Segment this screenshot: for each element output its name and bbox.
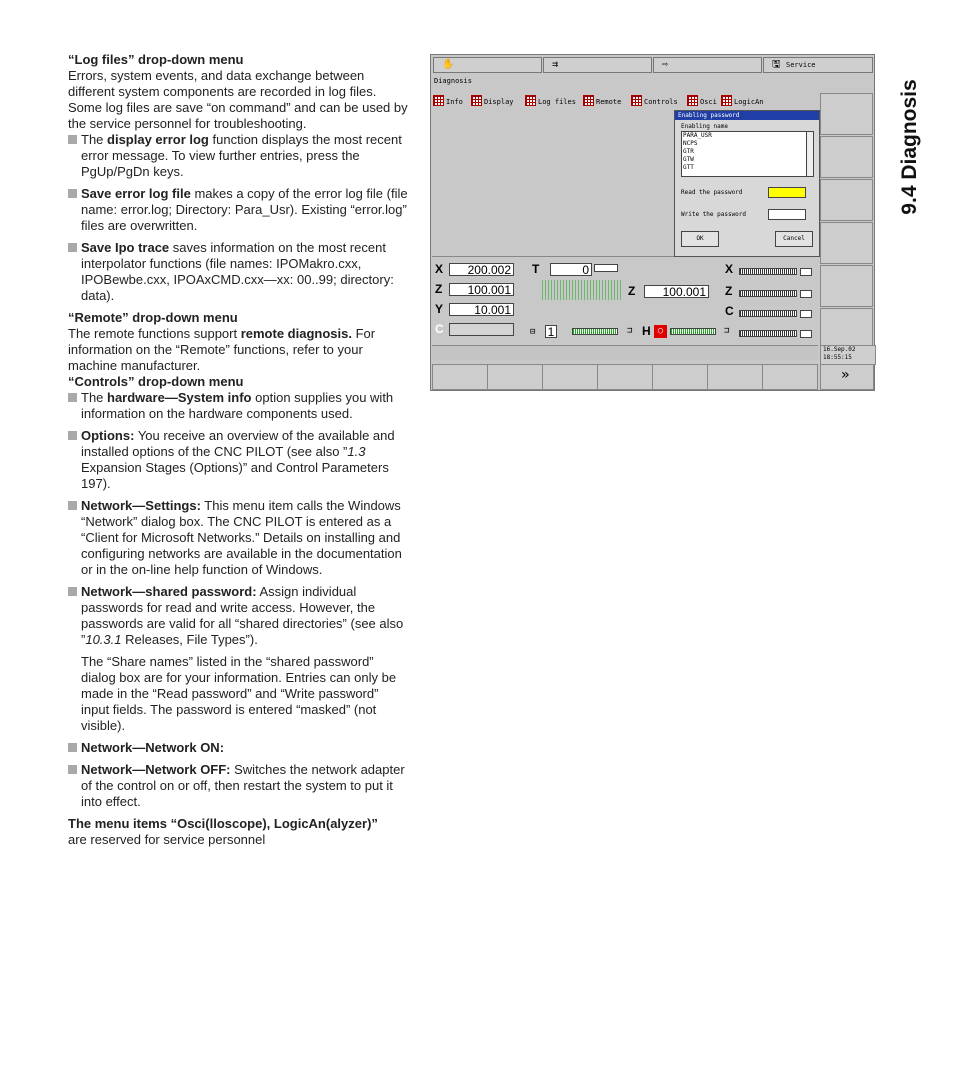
spindle-z-label: Z — [725, 284, 733, 298]
list-item: Network—Network OFF: Switches the network adapter of the control on or off, then restart the system to put it into effect. — [68, 762, 410, 810]
mode-tab-service[interactable]: 🖫 Service — [763, 57, 873, 73]
log-files-intro: Errors, system events, and data exchange between different system components are recorded in log files. Some log files are save “on command” and can be used by the service personnel for troubleshooting. — [68, 68, 408, 131]
axis-y-label: Y — [435, 302, 444, 316]
tool-t-label: T — [532, 262, 540, 276]
mode-tab-automatic[interactable] — [543, 57, 652, 73]
axis-z-label: Z — [435, 282, 443, 296]
vertical-softkeys — [820, 93, 873, 351]
load-bar — [739, 330, 797, 337]
list-scrollbar[interactable] — [806, 132, 813, 176]
remote-heading: “Remote” drop-down menu — [68, 310, 238, 325]
date: 16.Sep.02 — [823, 346, 856, 353]
double-chevron-right-icon: » — [841, 367, 850, 383]
menu-item-info[interactable]: Info — [433, 95, 463, 106]
load-percent — [800, 310, 812, 318]
stop-icon[interactable]: ○ — [654, 325, 667, 338]
spindle-icon: ⊐ — [627, 326, 633, 336]
menu-item-controls[interactable]: Controls — [631, 95, 678, 106]
menu-item-remote[interactable]: Remote — [583, 95, 621, 106]
softkey-more[interactable] — [820, 364, 874, 390]
softkey-h4[interactable] — [597, 364, 653, 390]
list-item[interactable]: GTT — [683, 164, 694, 171]
date-time — [820, 345, 876, 365]
softkey-h2[interactable] — [487, 364, 543, 390]
spindle-c-label: C — [725, 304, 734, 318]
hand-icon: ✋ — [442, 59, 455, 70]
list-item: The hardware—System info option supplies you with information on the hardware components used. — [68, 390, 410, 422]
load-bar — [739, 268, 797, 275]
ok-button[interactable]: OK — [681, 231, 719, 247]
list-item[interactable]: GTW — [683, 156, 694, 163]
softkey-v6[interactable] — [820, 308, 873, 350]
load-percent — [800, 268, 812, 276]
bullet-square-icon — [68, 765, 77, 774]
softkey-h1[interactable] — [432, 364, 488, 390]
softkey-v1[interactable] — [820, 93, 873, 135]
menu-grid-icon — [687, 95, 698, 106]
list-item: Network—Settings: This menu item calls the Windows “Network” dialog box. The CNC PILOT is entered as a “Client for Microsoft Networks.” Details on installing and configuring networks are available in the documentation or in the on-line help function of Windows. — [68, 498, 410, 578]
menu-grid-icon — [525, 95, 536, 106]
read-password-input[interactable] — [768, 187, 806, 198]
list-item: Network—shared password: Assign individual passwords for read and write access. However, the passwords are valid for all “shared directories” (see also ”10.3.1 Releases, File Types”). — [68, 584, 410, 648]
bullet-square-icon — [68, 135, 77, 144]
program-arrow-icon: ⇉ — [552, 59, 559, 70]
spindle-x-label: X — [725, 262, 734, 276]
axis-z-value: 100.001 — [449, 283, 514, 296]
spindle-bar — [670, 328, 716, 335]
list-item[interactable]: NCPS — [683, 140, 698, 147]
cancel-button[interactable]: Cancel — [775, 231, 813, 247]
list-item-para: The “Share names” listed in the “shared password” dialog box are for your information. Entries can only be made in the “Read password” and “Write password” input fields. The password is entered “masked” (not visible). — [81, 654, 397, 733]
app-title: Diagnosis — [434, 77, 472, 85]
dialog-title: Enabling password — [675, 111, 819, 120]
mode-tabs — [431, 55, 874, 73]
tool-info-graphic — [542, 280, 622, 300]
tool-t-value: 0 — [550, 263, 592, 276]
section-title: 9.4 Diagnosis — [898, 79, 921, 215]
horizontal-softkeys — [431, 364, 874, 390]
list-item: Options: You receive an overview of the available and installed options of the CNC PILOT (see also ”1.3 Expansion Stages (Options)” and Control Parameters 197). — [68, 428, 410, 492]
mode-tab-simulation[interactable] — [653, 57, 762, 73]
log-files-heading: “Log files” drop-down menu — [68, 52, 244, 67]
read-password-label: Read the password — [681, 189, 743, 196]
menu-grid-icon — [471, 95, 482, 106]
remote-text: The remote functions support remote diagnosis. For information on the “Remote” functions, refer to your machine manufacturer. — [68, 326, 376, 373]
bullet-square-icon — [68, 189, 77, 198]
axis-y-value: 10.001 — [449, 303, 514, 316]
softkey-v2[interactable] — [820, 136, 873, 178]
mode-tab-manual[interactable] — [433, 57, 542, 73]
spindle2-icon: ⊐ — [724, 326, 730, 336]
menu-grid-icon — [721, 95, 732, 106]
text-column — [68, 52, 410, 848]
bullet-square-icon — [68, 743, 77, 752]
enabling-name-label: Enabling name — [681, 123, 728, 130]
list-item: Save Ipo trace saves information on the most recent interpolator functions (file names: IPOMakro.cxx, IPOBewbe.cxx, IPOAxCMD.cxx—xx: 00..99; directory: data). — [68, 240, 410, 304]
bullet-square-icon — [68, 431, 77, 440]
softkey-v3[interactable] — [820, 179, 873, 221]
menu-bar — [431, 93, 819, 107]
axis-z2-value: 100.001 — [644, 285, 709, 298]
tool-number: 1 — [545, 325, 557, 338]
closing-bold: The menu items “Osci(lloscope), LogicAn(alyzer)” — [68, 816, 378, 831]
menu-item-osci[interactable]: Osci — [687, 95, 717, 106]
softkey-v4[interactable] — [820, 222, 873, 264]
axis-c-value — [449, 323, 514, 336]
controls-heading: “Controls” drop-down menu — [68, 374, 244, 389]
enter-arrow-icon: ⇨ — [662, 59, 669, 70]
softkey-h6[interactable] — [707, 364, 763, 390]
menu-grid-icon — [631, 95, 642, 106]
bullet-square-icon — [68, 501, 77, 510]
list-item: Save error log file makes a copy of the error log file (file name: error.log; Directory: Para_Usr). Existing “error.log” files are overwritten. — [68, 186, 410, 234]
time: 18:55:15 — [823, 354, 852, 361]
machine-display — [432, 258, 818, 344]
bullet-square-icon — [68, 393, 77, 402]
bullet-square-icon — [68, 243, 77, 252]
bullet-square-icon — [68, 587, 77, 596]
menu-grid-icon — [583, 95, 594, 106]
feed-bar — [572, 328, 618, 335]
write-password-input[interactable] — [768, 209, 806, 220]
load-percent — [800, 290, 812, 298]
list-item[interactable]: PARA_USR — [683, 132, 712, 139]
menu-item-logican[interactable]: LogicAn — [721, 95, 764, 106]
menu-item-display[interactable]: Display — [471, 95, 514, 106]
enabling-password-dialog — [674, 110, 820, 257]
list-item[interactable]: GTR — [683, 148, 694, 155]
spindle-h-label: H — [642, 324, 651, 338]
axis-z2-label: Z — [628, 284, 636, 298]
status-bar — [432, 345, 818, 360]
softkey-h5[interactable] — [652, 364, 708, 390]
tool-offset-box — [594, 264, 618, 272]
axis-x-value: 200.002 — [449, 263, 514, 276]
list-item: The display error log function displays the most recent error message. To view further entries, press the PgUp/PgDn keys. — [68, 132, 410, 180]
load-bar — [739, 290, 797, 297]
list-item: Network—Network ON: — [68, 740, 410, 756]
tool-holder-icon: ⊟ — [530, 327, 536, 337]
menu-grid-icon — [433, 95, 444, 106]
menu-item-log-files[interactable]: Log files — [525, 95, 576, 106]
closing-text: are reserved for service personnel — [68, 832, 266, 847]
load-percent — [800, 330, 812, 338]
enabling-name-list[interactable] — [681, 131, 814, 177]
softkey-h3[interactable] — [542, 364, 598, 390]
disk-icon: 🖫 — [772, 59, 781, 70]
cnc-screenshot — [430, 54, 875, 391]
write-password-label: Write the password — [681, 211, 747, 218]
axis-x-label: X — [435, 262, 444, 276]
softkey-v5[interactable] — [820, 265, 873, 307]
softkey-h7[interactable] — [762, 364, 818, 390]
axis-c-label: C — [435, 322, 444, 336]
load-bar — [739, 310, 797, 317]
